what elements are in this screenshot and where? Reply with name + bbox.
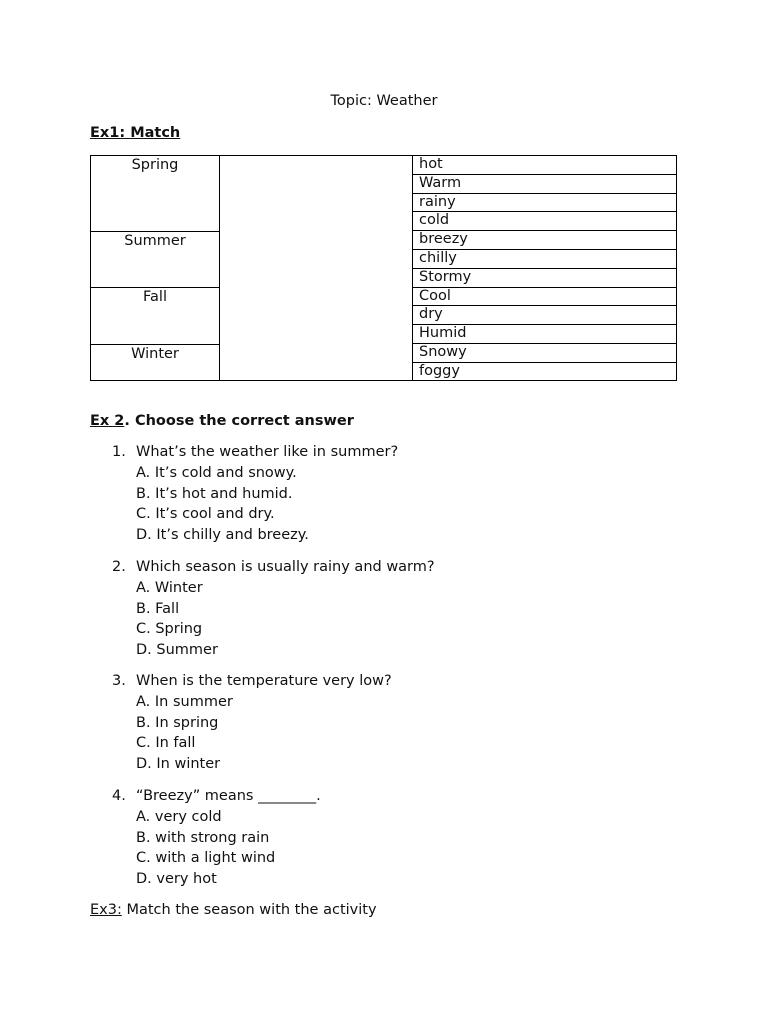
word-cell: breezy [413, 231, 676, 250]
word-cell: chilly [413, 250, 676, 269]
word-cell: dry [413, 306, 676, 325]
season-cell-winter: Winter [131, 346, 179, 362]
answer-option: B. Fall [136, 600, 180, 617]
question-number: 1. [112, 444, 126, 460]
answer-option: B. with strong rain [136, 829, 270, 846]
season-cell-summer: Summer [91, 232, 219, 288]
answer-blank-column [219, 155, 413, 381]
season-cell-fall: Fall [91, 288, 219, 345]
word-cell: Humid [413, 325, 676, 344]
question-text: When is the temperature very low? [136, 673, 392, 689]
answer-option: C. In fall [136, 735, 196, 752]
answer-option: C. Spring [136, 621, 203, 638]
answer-option: B. In spring [136, 714, 219, 731]
word-cell: foggy [419, 362, 460, 379]
word-cell: Cool [413, 288, 676, 307]
word-cell: Snowy [413, 344, 676, 363]
words-column [412, 155, 677, 381]
word-cell: Stormy [413, 269, 676, 288]
answer-option: D. very hot [136, 871, 217, 888]
word-cell: cold [413, 212, 676, 231]
seasons-column [90, 155, 220, 381]
match-table [90, 155, 677, 381]
ex3-heading [90, 901, 377, 919]
ex2-heading [90, 412, 354, 430]
season-cell-spring: Spring [91, 156, 219, 232]
answer-option: A. Winter [136, 579, 203, 596]
answer-option: A. In summer [136, 693, 233, 710]
question-number: 4. [112, 788, 126, 804]
answer-option: D. In winter [136, 756, 221, 773]
answer-option: D. Summer [136, 642, 218, 659]
ex1-heading: Ex1: Match [90, 125, 181, 141]
question-number: 2. [112, 559, 126, 575]
answer-option: C. with a light wind [136, 850, 276, 867]
ex2-heading-label: Ex 2 [90, 413, 125, 429]
answer-option: D. It’s chilly and breezy. [136, 527, 309, 544]
question-text: Which season is usually rainy and warm? [136, 559, 435, 575]
question-number: 3. [112, 673, 126, 689]
word-cell: Warm [413, 175, 676, 194]
answer-option: A. very cold [136, 808, 222, 825]
ex3-text: Match the season with the activity [121, 902, 377, 918]
page-title: Topic: Weather [330, 93, 438, 109]
word-cell: hot [413, 156, 676, 175]
answer-option: C. It’s cool and dry. [136, 506, 275, 523]
question-text: What’s the weather like in summer? [136, 444, 399, 460]
ex3-label: Ex3: [90, 902, 122, 918]
word-cell: rainy [413, 194, 676, 213]
answer-option: B. It’s hot and humid. [136, 485, 293, 502]
question-text: “Breezy” means ________. [136, 788, 321, 804]
ex2-heading-text: . Choose the correct answer [124, 413, 354, 429]
answer-option: A. It’s cold and snowy. [136, 464, 297, 481]
